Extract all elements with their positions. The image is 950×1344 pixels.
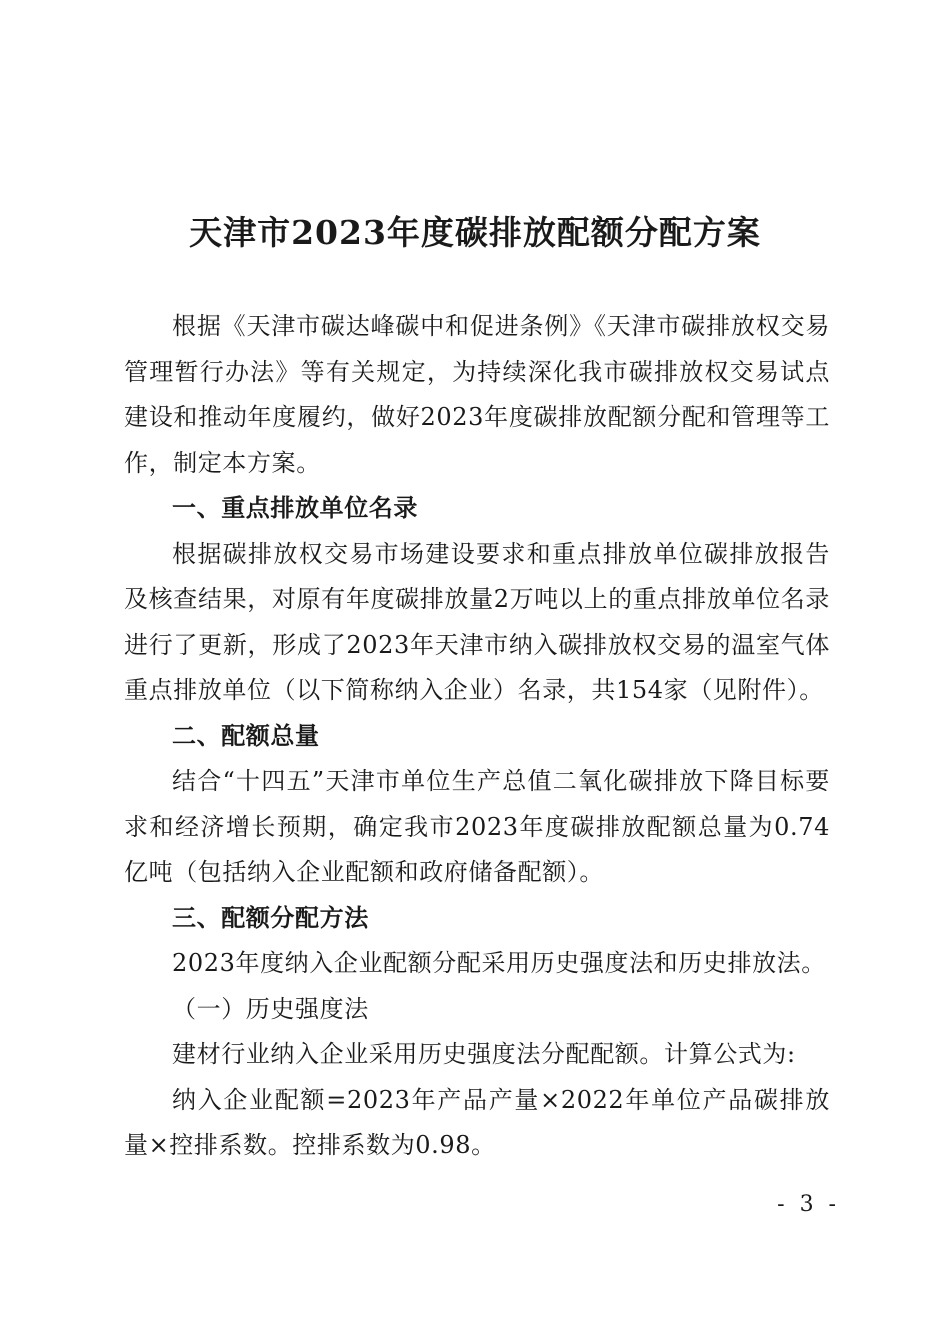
document-title: 天津市2023年度碳排放配额分配方案 (189, 213, 761, 252)
section-3-sub-1-paragraph-1: 建材行业纳入企业采用历史强度法分配配额。计算公式为: (172, 1040, 796, 1068)
section-3-sub-1-paragraph-2: 纳入企业配额=2023年产品产量×2022年单位产品碳排放量×控排系数。控排系数为0.98。 (124, 1085, 830, 1159)
section-3-heading: 三、配额分配方法 (172, 903, 369, 932)
section-3-sub-1-heading: （一）历史强度法 (172, 994, 369, 1023)
page-number: - 3 - (777, 1192, 840, 1217)
section-1-paragraph: 根据碳排放权交易市场建设要求和重点排放单位碳排放报告及核查结果，对原有年度碳排放量2万吨以上的重点排放单位名录进行了更新，形成了2023年天津市纳入碳排放权交易的温室气体重点排放单位（以下简称纳入企业）名录，共154家（见附件）。 (124, 539, 830, 704)
document-body (124, 304, 830, 1169)
section-2-paragraph: 结合“十四五”天津市单位生产总值二氧化碳排放下降目标要求和经济增长预期，确定我市2023年度碳排放配额总量为0.74亿吨（包括纳入企业配额和政府储备配额）。 (124, 767, 830, 886)
intro-paragraph: 根据《天津市碳达峰碳中和促进条例》《天津市碳排放权交易管理暂行办法》等有关规定，为持续深化我市碳排放权交易试点建设和推动年度履约，做好2023年度碳排放配额分配和管理等工作，制定本方案。 (124, 312, 830, 477)
section-3-paragraph: 2023年度纳入企业配额分配采用历史强度法和历史排放法。 (172, 949, 826, 977)
section-1-heading: 一、重点排放单位名录 (172, 494, 418, 522)
section-2-heading: 二、配额总量 (172, 721, 320, 750)
